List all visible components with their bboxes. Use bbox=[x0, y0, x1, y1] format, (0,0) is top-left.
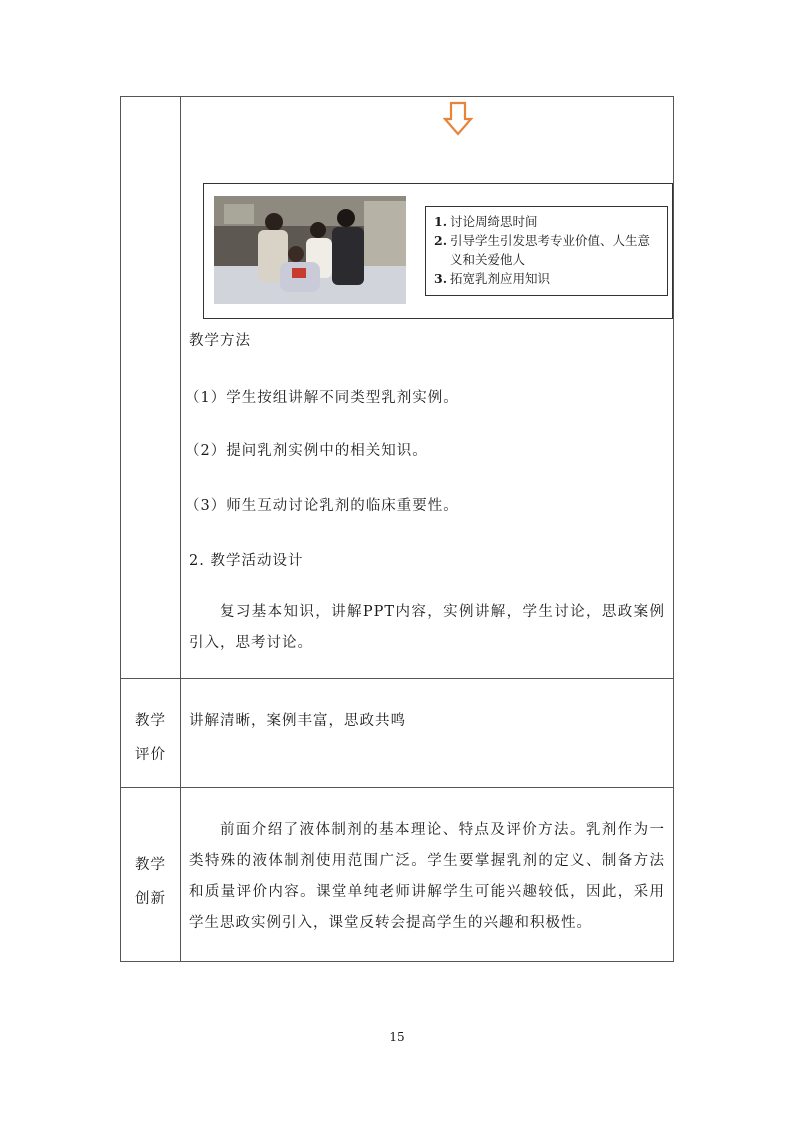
row-divider-innovation bbox=[121, 787, 673, 788]
hospital-photo-image bbox=[214, 196, 406, 304]
evaluation-text: 讲解清晰，案例丰富，思政共鸣 bbox=[189, 713, 406, 729]
case-figure bbox=[203, 183, 673, 319]
evaluation-label: 评价 bbox=[135, 747, 166, 763]
key-point-number: 2. bbox=[434, 233, 448, 248]
innovation-label: 创新 bbox=[135, 891, 166, 907]
lesson-table bbox=[120, 96, 674, 962]
key-point bbox=[434, 269, 661, 288]
key-point-number: 1. bbox=[434, 214, 448, 229]
down-arrow-icon bbox=[443, 101, 473, 137]
method-item: （3）师生互动讨论乳剂的临床重要性。 bbox=[185, 498, 459, 514]
row-divider-evaluation bbox=[121, 678, 673, 679]
key-point bbox=[434, 212, 661, 231]
column-divider bbox=[180, 97, 181, 961]
methods-heading: 教学方法 bbox=[189, 333, 251, 349]
key-point bbox=[434, 231, 661, 269]
key-point-number: 3. bbox=[434, 271, 448, 286]
page-number: 15 bbox=[389, 1030, 405, 1044]
activity-heading: 2. 教学活动设计 bbox=[189, 553, 304, 569]
key-point-text: 引导学生引发思考专业价值、人生意义和关爱他人 bbox=[450, 233, 651, 267]
key-points-box bbox=[425, 206, 668, 296]
activity-text: 复习基本知识，讲解PPT内容，实例讲解，学生讨论，思政案例引入，思考讨论。 bbox=[189, 604, 665, 651]
case-photo bbox=[214, 196, 406, 304]
evaluation-label: 教学 bbox=[135, 713, 166, 729]
method-item: （1）学生按组讲解不同类型乳剂实例。 bbox=[185, 390, 459, 406]
key-point-text: 拓宽乳剂应用知识 bbox=[450, 271, 551, 286]
method-item: （2）提问乳剂实例中的相关知识。 bbox=[185, 443, 428, 459]
innovation-text: 前面介绍了液体制剂的基本理论、特点及评价方法。乳剂作为一类特殊的液体制剂使用范围广泛。学生要掌握乳剂的定义、制备方法和质量评价内容。课堂单纯老师讲解学生可能兴趣较低，因此，采用学生思政实例引入，课堂反转会提高学生的兴趣和积极性。 bbox=[189, 822, 665, 931]
innovation-label: 教学 bbox=[135, 857, 166, 873]
key-point-text: 讨论周绮思时间 bbox=[450, 214, 538, 229]
